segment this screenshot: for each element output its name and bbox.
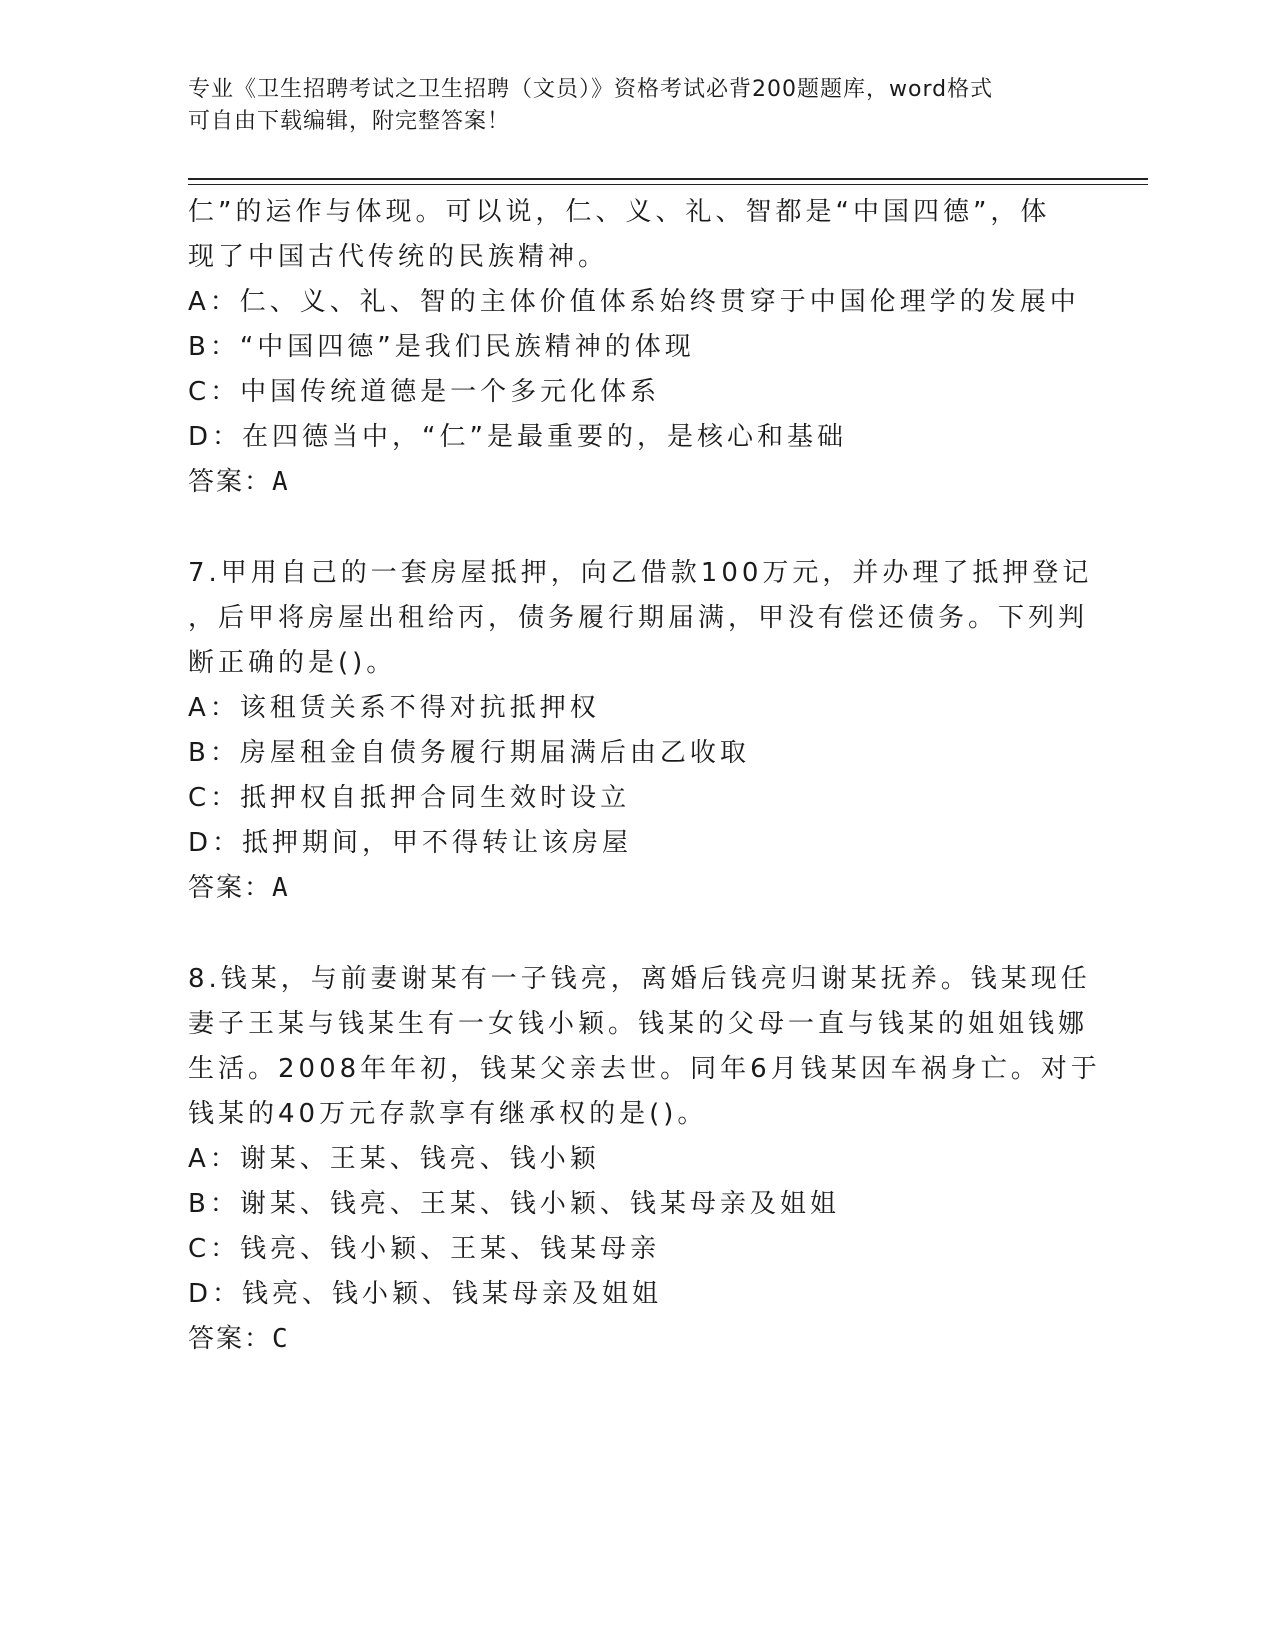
question-text-line: 生活。2008年年初，钱某父亲去世。同年6月钱某因车祸身亡。对于 <box>188 1054 1101 1084</box>
header-line-2: 可自由下载编辑，附完整答案！ <box>188 109 511 134</box>
option-c: C：抵押权自抵押合同生效时设立 <box>188 783 631 813</box>
question-text-line: 妻子王某与钱某生有一女钱小颖。钱某的父母一直与钱某的姐姐钱娜 <box>188 1009 1089 1039</box>
question-continued <box>188 190 1080 505</box>
option-a: A：仁、义、礼、智的主体价值体系始终贯穿于中国伦理学的发展中 <box>188 287 1080 317</box>
question-8 <box>188 957 1101 1362</box>
header-divider-thin <box>188 184 1148 185</box>
document-header <box>188 74 1088 138</box>
option-d: D：钱亮、钱小颖、钱某母亲及姐姐 <box>188 1279 663 1309</box>
answer-line: 答案：A <box>188 467 290 497</box>
question-text-line: 断正确的是()。 <box>188 648 397 678</box>
question-text-line: 8.钱某，与前妻谢某有一子钱亮，离婚后钱亮归谢某抚养。钱某现任 <box>188 964 1091 994</box>
header-divider-thick <box>188 178 1148 180</box>
question-text-line: 现了中国古代传统的民族精神。 <box>188 242 609 272</box>
option-d: D：抵押期间，甲不得转让该房屋 <box>188 828 633 858</box>
answer-line: 答案：C <box>188 1324 290 1354</box>
option-b: B：谢某、钱亮、王某、钱小颖、钱某母亲及姐姐 <box>188 1189 840 1219</box>
option-d: D：在四德当中，“仁”是最重要的，是核心和基础 <box>188 422 847 452</box>
question-7 <box>188 551 1093 911</box>
question-text-line: 7.甲用自己的一套房屋抵押，向乙借款100万元，并办理了抵押登记 <box>188 558 1093 588</box>
option-c: C：中国传统道德是一个多元化体系 <box>188 377 661 407</box>
option-c: C：钱亮、钱小颖、王某、钱某母亲 <box>188 1234 661 1264</box>
option-b: B：房屋租金自债务履行期届满后由乙收取 <box>188 738 750 768</box>
question-text-line: 仁”的运作与体现。可以说，仁、义、礼、智都是“中国四德”，体 <box>188 197 1051 227</box>
option-b: B：“中国四德”是我们民族精神的体现 <box>188 332 695 362</box>
question-text-line: ，后甲将房屋出租给丙，债务履行期届满，甲没有偿还债务。下列判 <box>188 603 1089 633</box>
document-body <box>188 190 1101 1362</box>
option-a: A：该租赁关系不得对抗抵押权 <box>188 693 600 723</box>
question-text-line: 钱某的40万元存款享有继承权的是()。 <box>188 1099 708 1129</box>
answer-line: 答案：A <box>188 873 290 903</box>
option-a: A：谢某、王某、钱亮、钱小颖 <box>188 1144 600 1174</box>
header-line-1: 专业《卫生招聘考试之卫生招聘（文员）》资格考试必背200题题库，word格式 <box>188 77 994 102</box>
